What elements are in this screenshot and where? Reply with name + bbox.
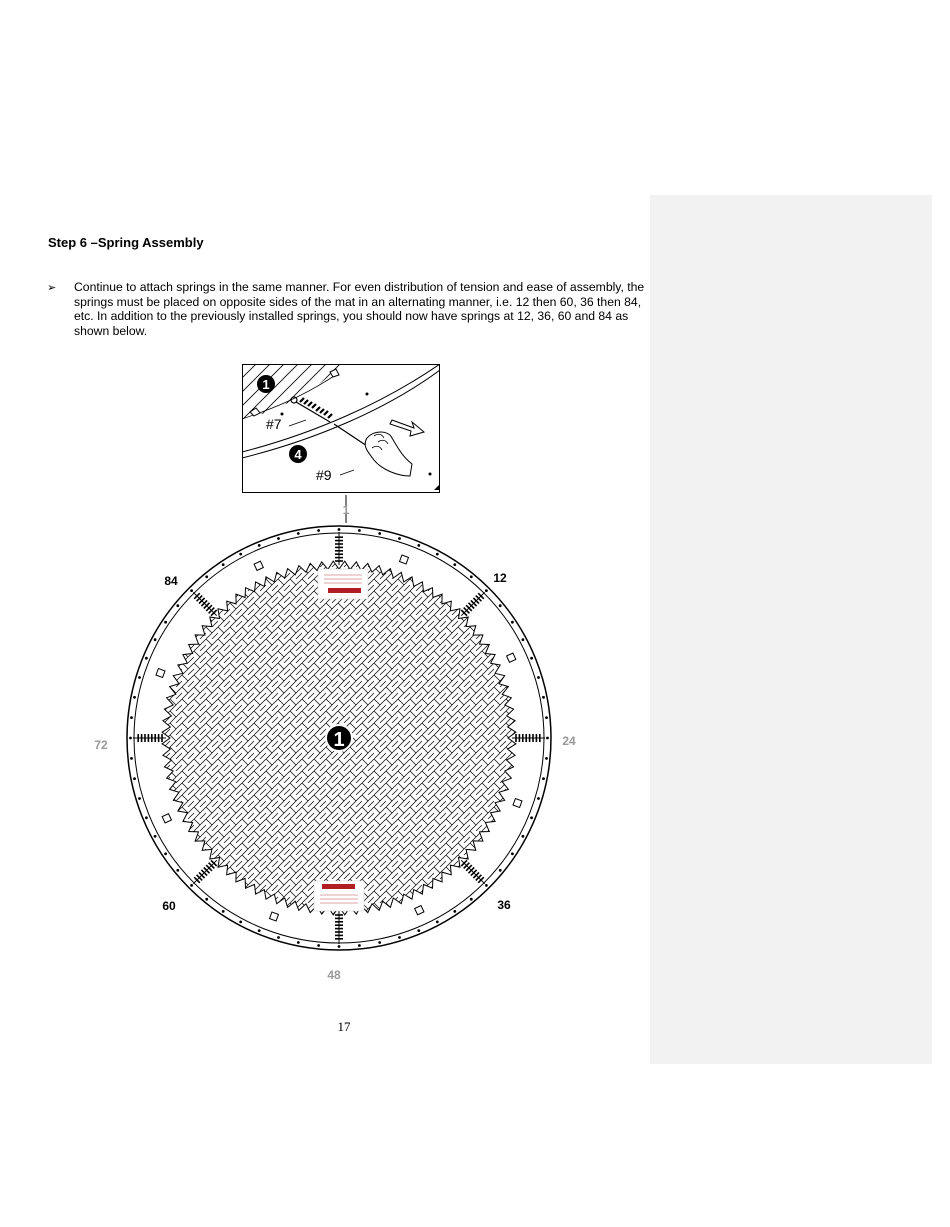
warning-label-bottom xyxy=(314,881,364,911)
frame-dot xyxy=(417,929,420,932)
frame-dot xyxy=(258,929,261,932)
frame-dot xyxy=(417,544,420,547)
frame-dot xyxy=(164,621,167,624)
frame-dot xyxy=(176,869,179,872)
frame-dot xyxy=(485,589,488,592)
frame-dot xyxy=(338,945,341,948)
frame-dot xyxy=(545,757,548,760)
frame-dot xyxy=(277,936,280,939)
position-label-24: 24 xyxy=(562,734,576,748)
frame-dot xyxy=(164,852,167,855)
frame-dot xyxy=(398,537,401,540)
frame-dot xyxy=(511,852,514,855)
frame-dot xyxy=(358,944,361,947)
frame-dot xyxy=(145,816,148,819)
frame-dot xyxy=(222,910,225,913)
position-label-36: 36 xyxy=(497,898,511,912)
frame-dot xyxy=(205,575,208,578)
frame-dot xyxy=(130,757,133,760)
frame-dot xyxy=(436,921,439,924)
frame-dot xyxy=(258,544,261,547)
spring-attach-detail xyxy=(242,364,440,493)
frame-dot xyxy=(522,835,525,838)
step-title: Step 6 –Spring Assembly xyxy=(48,235,204,250)
frame-dot xyxy=(129,737,132,740)
frame-dot xyxy=(239,921,242,924)
frame-dot xyxy=(222,563,225,566)
frame-dot xyxy=(297,532,300,535)
frame-dot xyxy=(138,797,141,800)
frame-dot xyxy=(277,537,280,540)
frame-dot xyxy=(530,657,533,660)
frame-dot xyxy=(470,575,473,578)
frame-dot xyxy=(190,884,193,887)
frame-dot xyxy=(537,676,540,679)
frame-part-number: 4 xyxy=(294,447,302,462)
frame-dot xyxy=(398,936,401,939)
frame-dot xyxy=(436,553,439,556)
comment-sidebar-panel xyxy=(650,195,932,1064)
center-part-number: 1 xyxy=(333,729,345,751)
position-label-60: 60 xyxy=(162,899,176,913)
frame-dot xyxy=(537,797,540,800)
position-label-48: 48 xyxy=(327,968,341,982)
frame-dot xyxy=(358,529,361,532)
frame-dot xyxy=(239,553,242,556)
frame-dot xyxy=(154,638,157,641)
trampoline-spring-diagram xyxy=(86,495,606,990)
spring-7 xyxy=(291,397,332,422)
frame-dot xyxy=(205,898,208,901)
frame-dot xyxy=(542,777,545,780)
frame-dot xyxy=(317,529,320,532)
frame-dot xyxy=(190,589,193,592)
frame-dot xyxy=(470,898,473,901)
frame-dot xyxy=(338,528,341,531)
bullet-arrow-icon: ➢ xyxy=(47,282,57,294)
frame-dot xyxy=(378,532,381,535)
spring-part-label: #7 xyxy=(266,416,282,432)
frame-dot xyxy=(133,696,136,699)
frame-dot xyxy=(138,676,141,679)
frame-dot xyxy=(453,910,456,913)
frame-dot xyxy=(130,716,133,719)
frame-dot xyxy=(511,621,514,624)
frame-dot xyxy=(317,944,320,947)
position-label-72: 72 xyxy=(94,738,108,752)
tool-9 xyxy=(334,424,370,448)
mat-part-number: 1 xyxy=(262,377,270,392)
frame-dot xyxy=(499,604,502,607)
tool-part-label: #9 xyxy=(316,467,332,483)
frame-dot xyxy=(378,941,381,944)
frame-dot xyxy=(453,563,456,566)
warning-label-top xyxy=(318,569,368,599)
frame-dot xyxy=(154,835,157,838)
frame-dot xyxy=(530,816,533,819)
frame-dot xyxy=(499,869,502,872)
frame-dot xyxy=(297,941,300,944)
frame-dot xyxy=(546,737,549,740)
frame-dot xyxy=(133,777,136,780)
frame-dot xyxy=(545,716,548,719)
frame-dot xyxy=(176,604,179,607)
position-label-1: 1 xyxy=(342,503,350,517)
position-label-84: 84 xyxy=(164,574,178,588)
page-number: 17 xyxy=(337,1019,351,1034)
frame-dot xyxy=(522,638,525,641)
pull-direction-arrow-icon xyxy=(390,420,424,436)
instruction-text: Continue to attach springs in the same manner. For even distribution of tension and ease of assembly, the springs must be placed on opposite sides of the mat in an alternating manner, i.e. 12 then 60, 36 then 84, etc. In addition to the previously installed springs, you should now have springs at 12, 36, 60 and 84 as shown below. xyxy=(74,280,645,338)
frame-dot xyxy=(145,657,148,660)
position-label-12: 12 xyxy=(493,571,507,585)
hand-illustration xyxy=(365,432,412,476)
frame-dot xyxy=(485,884,488,887)
frame-dot xyxy=(542,696,545,699)
